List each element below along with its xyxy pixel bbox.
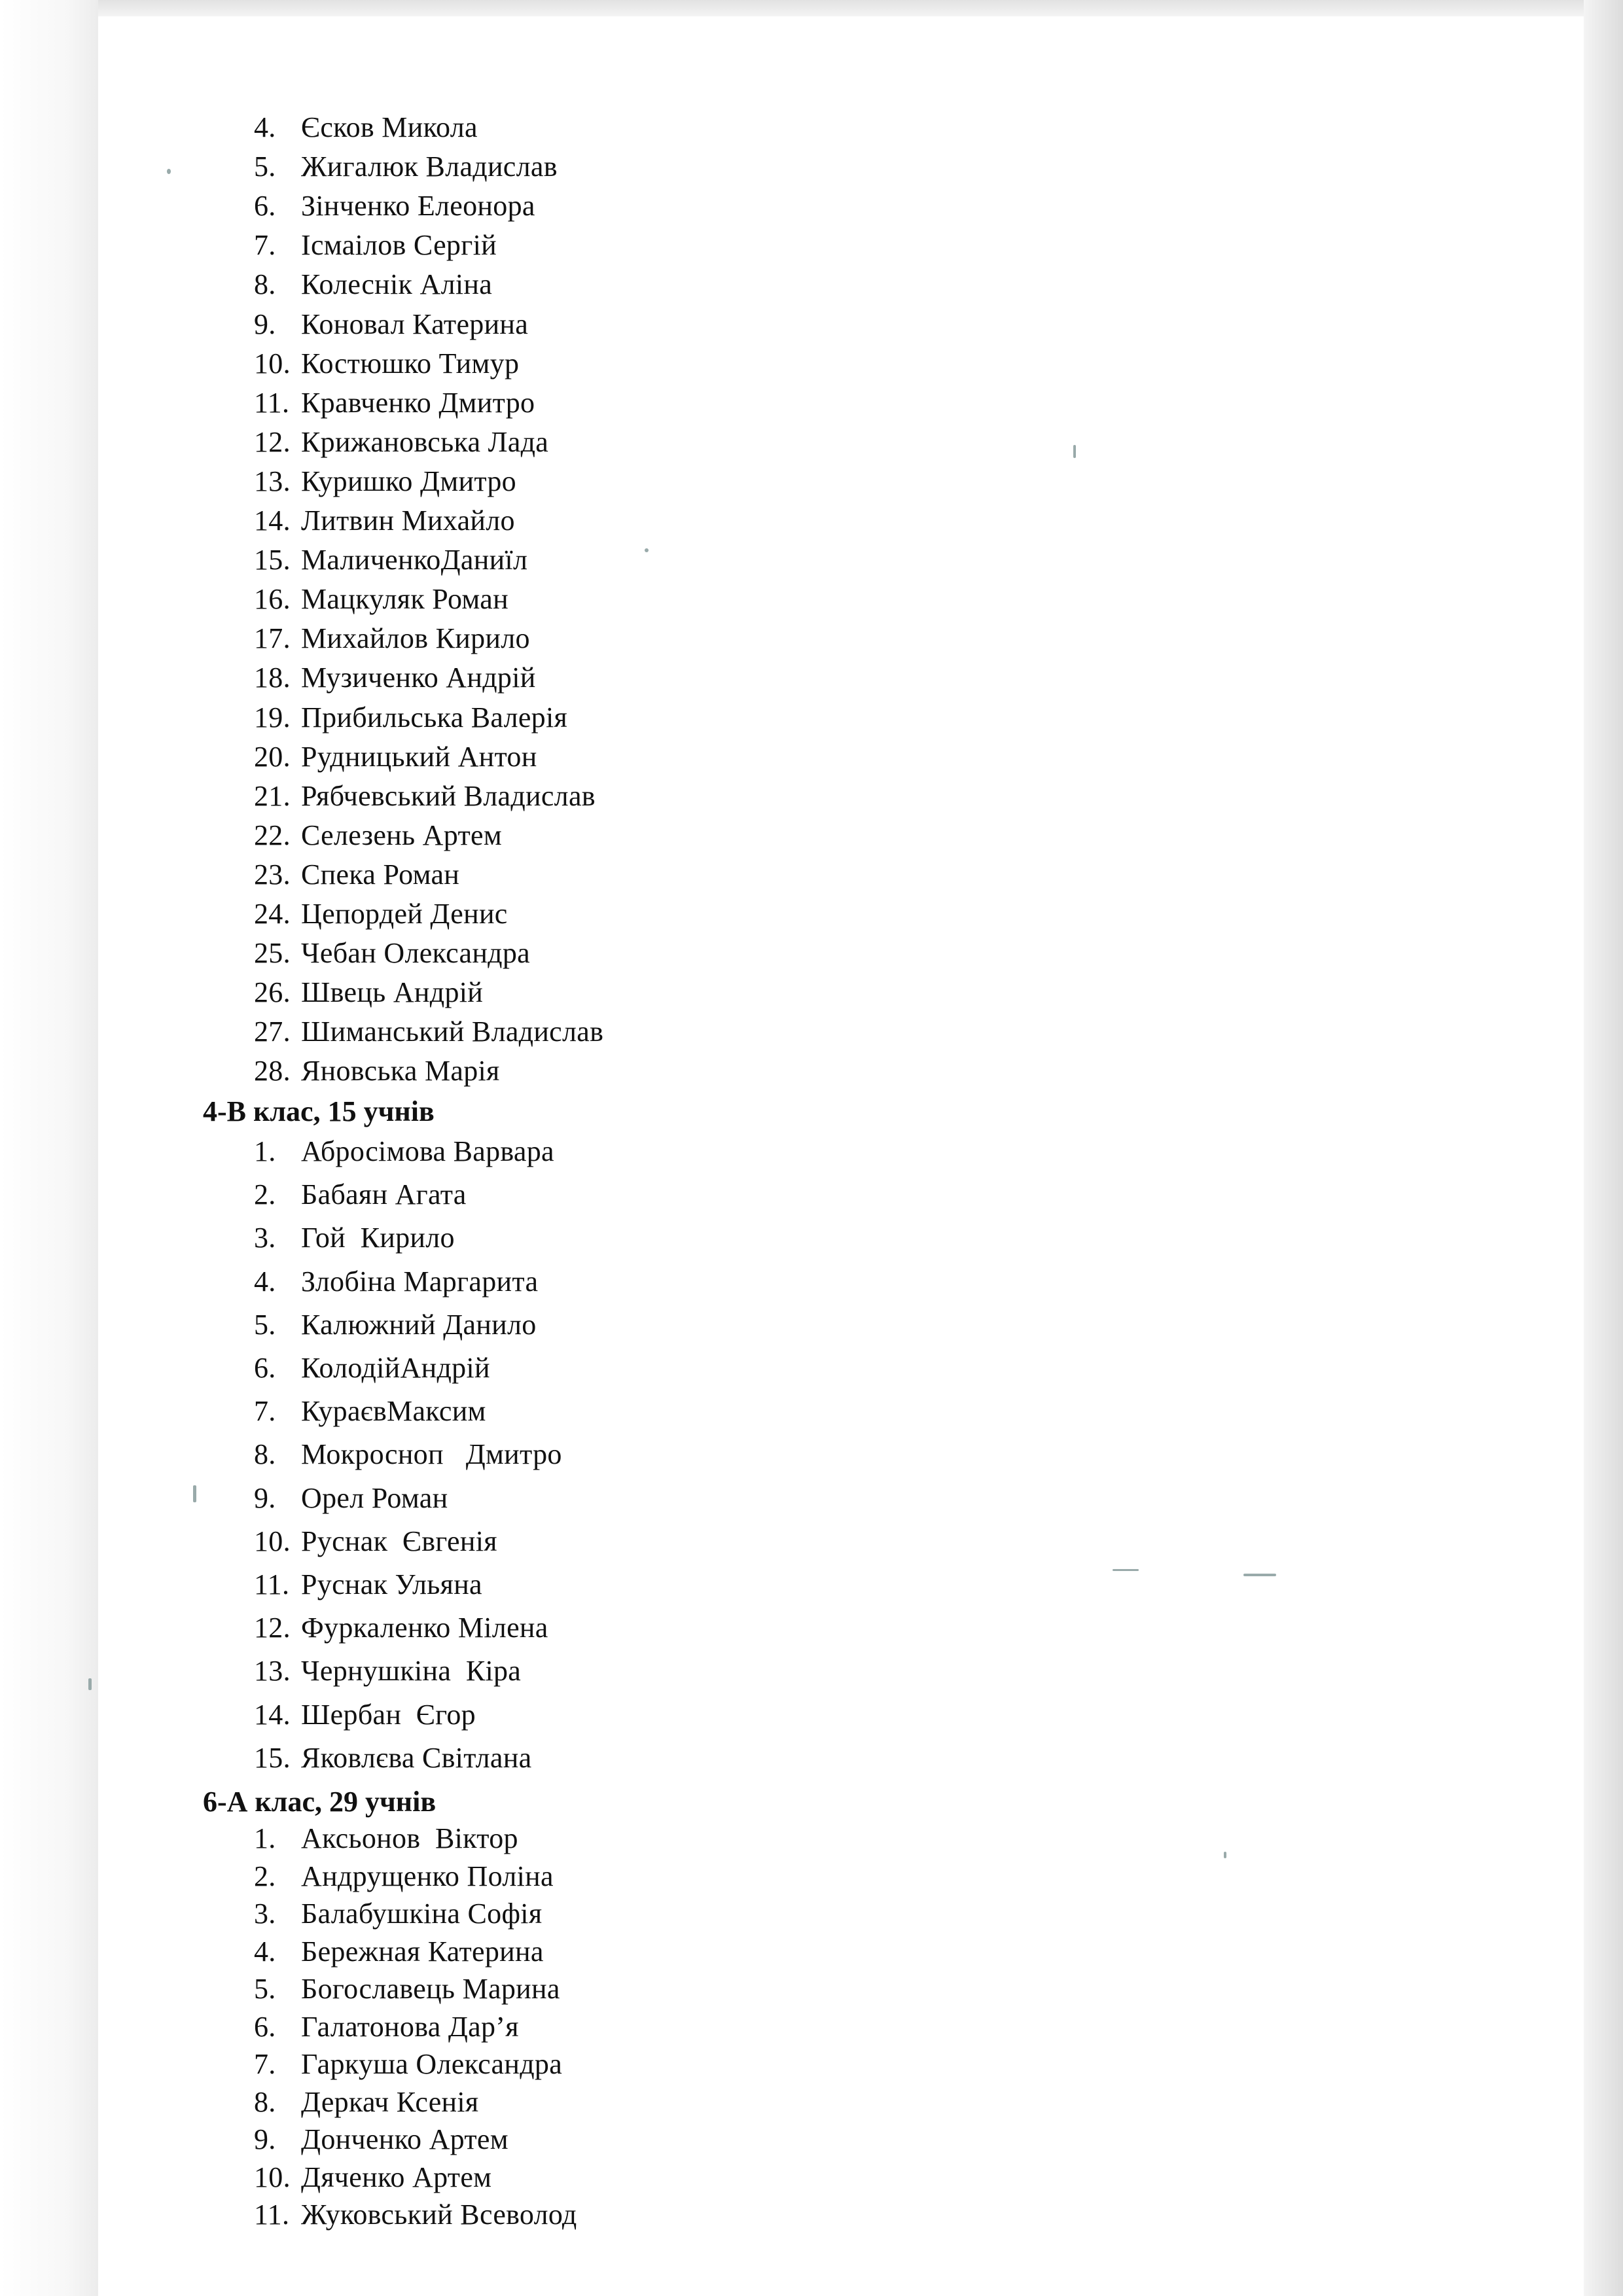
student-name: Жуковський Всеволод	[301, 2199, 577, 2231]
student-number: 4.	[254, 1935, 276, 1968]
student-name: Бережная Катерина	[301, 1935, 544, 1968]
student-list-item	[254, 540, 527, 580]
student-list-item	[254, 2083, 478, 2122]
scan-top-margin	[98, 0, 1623, 16]
student-list-item	[254, 580, 508, 619]
student-list-item	[254, 1305, 537, 1345]
student-number: 24.	[254, 898, 291, 930]
student-number: 1.	[254, 1135, 276, 1167]
student-number: 3.	[254, 1898, 276, 1930]
student-name: Литвин Михайло	[301, 504, 515, 537]
student-list-item	[254, 1819, 518, 1858]
scan-right-margin	[1584, 0, 1623, 2296]
student-list-item	[254, 226, 497, 265]
student-name: Костюшко Тимур	[301, 347, 520, 380]
student-number: 12.	[254, 1612, 291, 1644]
student-list-item	[254, 462, 516, 501]
student-name: Спека Роман	[301, 858, 460, 891]
student-number: 7.	[254, 2048, 276, 2080]
student-list-item	[254, 305, 528, 344]
student-list-item	[254, 1218, 455, 1258]
student-name: Аксьонов Віктор	[301, 1822, 518, 1854]
student-list-item	[254, 1175, 467, 1214]
student-name: Злобіна Маргарита	[301, 1265, 539, 1298]
student-list-item	[254, 619, 530, 658]
scan-speck	[1073, 445, 1076, 458]
student-number: 7.	[254, 1395, 276, 1428]
student-list-item	[254, 2158, 491, 2197]
student-name: Рудницький Антон	[301, 740, 537, 773]
student-number: 25.	[254, 937, 291, 970]
student-name: Мокросноп Дмитро	[301, 1438, 562, 1471]
student-list-item	[254, 1392, 486, 1431]
student-name: Чернушкіна Кіра	[301, 1655, 522, 1687]
student-name: Руснак Ульяна	[301, 1568, 482, 1600]
student-name: Андрущенко Поліна	[301, 1860, 554, 1892]
student-list-item	[254, 344, 519, 383]
scan-speck	[193, 1485, 196, 1502]
student-list-item	[254, 1695, 476, 1735]
student-number: 12.	[254, 425, 291, 458]
student-number: 9.	[254, 308, 276, 340]
student-number: 26.	[254, 976, 291, 1009]
student-name: Бабаян Агата	[301, 1178, 467, 1211]
student-name: Колеснік Аліна	[301, 268, 493, 301]
student-name: Коновал Катерина	[301, 308, 529, 340]
student-number: 14.	[254, 1698, 291, 1731]
scan-speck	[1224, 1852, 1226, 1858]
student-number: 9.	[254, 2123, 276, 2155]
student-number: 20.	[254, 740, 291, 773]
scan-speck	[167, 169, 171, 174]
student-number: 4.	[254, 1265, 276, 1298]
student-list-item	[254, 147, 558, 186]
student-number: 8.	[254, 268, 276, 301]
student-number: 6.	[254, 2010, 276, 2043]
student-list-item	[254, 1857, 554, 1896]
student-number: 14.	[254, 504, 291, 537]
student-list-item	[254, 737, 537, 777]
student-name: Чебан Олександра	[301, 937, 530, 970]
student-list-item	[254, 934, 530, 973]
class-6a-heading: 6-А клас, 29 учнів	[203, 1786, 437, 1818]
student-number: 1.	[254, 1822, 276, 1854]
student-name: КураєвМаксим	[301, 1395, 486, 1428]
student-name: Яковлєва Світлана	[301, 1741, 532, 1774]
student-number: 8.	[254, 1438, 276, 1471]
student-name: Гаркуша Олександра	[301, 2048, 563, 2080]
student-list-item	[254, 816, 502, 855]
student-list-item	[254, 2195, 577, 2234]
student-number: 4.	[254, 111, 276, 143]
student-name: Богославець Марина	[301, 1973, 560, 2005]
student-name: Рябчевський Владислав	[301, 779, 596, 812]
student-number: 11.	[254, 386, 290, 419]
student-list-item	[254, 1435, 562, 1474]
student-list-item	[254, 1651, 521, 1691]
student-list-item	[254, 2120, 508, 2159]
student-number: 23.	[254, 858, 291, 891]
student-number: 7.	[254, 229, 276, 262]
student-number: 28.	[254, 1055, 291, 1087]
student-list-item	[254, 1969, 560, 2009]
student-list-item	[254, 1565, 482, 1604]
student-name: Жигалюк Владислав	[301, 150, 558, 183]
student-name: Прибильська Валерія	[301, 701, 568, 733]
student-number: 17.	[254, 622, 291, 655]
scan-speck	[88, 1678, 92, 1690]
student-name: Калюжний Данило	[301, 1308, 537, 1341]
student-name: Мацкуляк Роман	[301, 583, 508, 616]
student-list-item	[254, 698, 567, 737]
student-number: 3.	[254, 1222, 276, 1254]
scan-speck	[645, 548, 649, 552]
student-list-item	[254, 265, 492, 304]
student-name: Михайлов Кирило	[301, 622, 530, 655]
student-name: Орел Роман	[301, 1481, 448, 1514]
student-number: 5.	[254, 150, 276, 183]
student-name: Єсков Микола	[301, 111, 478, 143]
student-name: Куришко Дмитро	[301, 465, 516, 497]
student-list-item	[254, 658, 536, 698]
student-list-item	[254, 1132, 554, 1171]
student-list-item	[254, 1262, 538, 1301]
student-name: Деркач Ксенія	[301, 2085, 479, 2118]
student-name: Донченко Артем	[301, 2123, 508, 2155]
student-number: 15.	[254, 1741, 291, 1774]
student-number: 22.	[254, 819, 291, 851]
student-list-item	[254, 1608, 548, 1648]
student-list-item	[254, 1522, 497, 1561]
student-list-item	[254, 186, 535, 226]
student-name: Цепордей Денис	[301, 898, 508, 930]
student-list-item	[254, 973, 483, 1012]
student-name: МаличенкоДаниїл	[301, 544, 528, 576]
student-list-item	[254, 777, 596, 816]
student-list-item	[254, 1051, 500, 1091]
student-list-item	[254, 108, 478, 147]
class-4v-heading: 4-В клас, 15 учнів	[203, 1095, 435, 1127]
student-number: 19.	[254, 701, 291, 733]
student-name: КолодійАндрій	[301, 1352, 490, 1384]
student-list-item	[254, 383, 535, 423]
student-name: Абросімова Варвара	[301, 1135, 554, 1167]
student-name: Шиманський Владислав	[301, 1016, 604, 1048]
student-list-item	[254, 2045, 562, 2084]
student-name: Дяченко Артем	[301, 2161, 492, 2193]
student-number: 11.	[254, 2199, 290, 2231]
student-number: 5.	[254, 1308, 276, 1341]
student-list-item	[254, 855, 459, 894]
student-number: 16.	[254, 583, 291, 616]
student-number: 13.	[254, 465, 291, 497]
student-name: Галатонова Дар’я	[301, 2010, 519, 2043]
student-number: 5.	[254, 1973, 276, 2005]
student-name: Шербан Єгор	[301, 1698, 476, 1731]
student-name: Зінченко Елеонора	[301, 190, 535, 222]
student-number: 15.	[254, 544, 291, 576]
scan-left-margin	[0, 0, 98, 2296]
student-list-item	[254, 1012, 603, 1051]
student-number: 18.	[254, 662, 291, 694]
student-number: 21.	[254, 779, 291, 812]
student-number: 27.	[254, 1016, 291, 1048]
student-name: Швець Андрій	[301, 976, 484, 1009]
student-name: Гой Кирило	[301, 1222, 455, 1254]
student-list-item	[254, 1479, 448, 1518]
student-list-item	[254, 894, 508, 934]
student-name: Кравченко Дмитро	[301, 386, 535, 419]
student-number: 2.	[254, 1178, 276, 1211]
student-number: 6.	[254, 1352, 276, 1384]
student-name: Селезень Артем	[301, 819, 502, 851]
student-number: 2.	[254, 1860, 276, 1892]
student-name: Крижановська Лада	[301, 425, 549, 458]
student-name: Ісмаілов Сергій	[301, 229, 497, 262]
student-number: 10.	[254, 1525, 291, 1557]
scan-speck	[1243, 1574, 1276, 1576]
student-number: 8.	[254, 2085, 276, 2118]
scan-speck	[1113, 1569, 1139, 1571]
student-name: Фуркаленко Мілена	[301, 1612, 548, 1644]
student-name: Музиченко Андрій	[301, 662, 536, 694]
student-number: 13.	[254, 1655, 291, 1687]
student-list-item	[254, 1349, 490, 1388]
student-list-item	[254, 501, 515, 540]
student-list-item	[254, 1932, 544, 1971]
student-number: 9.	[254, 1481, 276, 1514]
student-list-item	[254, 1894, 542, 1934]
student-name: Руснак Євгенія	[301, 1525, 497, 1557]
student-number: 6.	[254, 190, 276, 222]
student-number: 11.	[254, 1568, 290, 1600]
student-number: 10.	[254, 2161, 291, 2193]
student-list-item	[254, 2007, 519, 2047]
student-name: Яновська Марія	[301, 1055, 500, 1087]
student-list-item	[254, 1739, 531, 1778]
student-list-item	[254, 423, 548, 462]
student-number: 10.	[254, 347, 291, 380]
student-name: Балабушкіна Софія	[301, 1898, 543, 1930]
